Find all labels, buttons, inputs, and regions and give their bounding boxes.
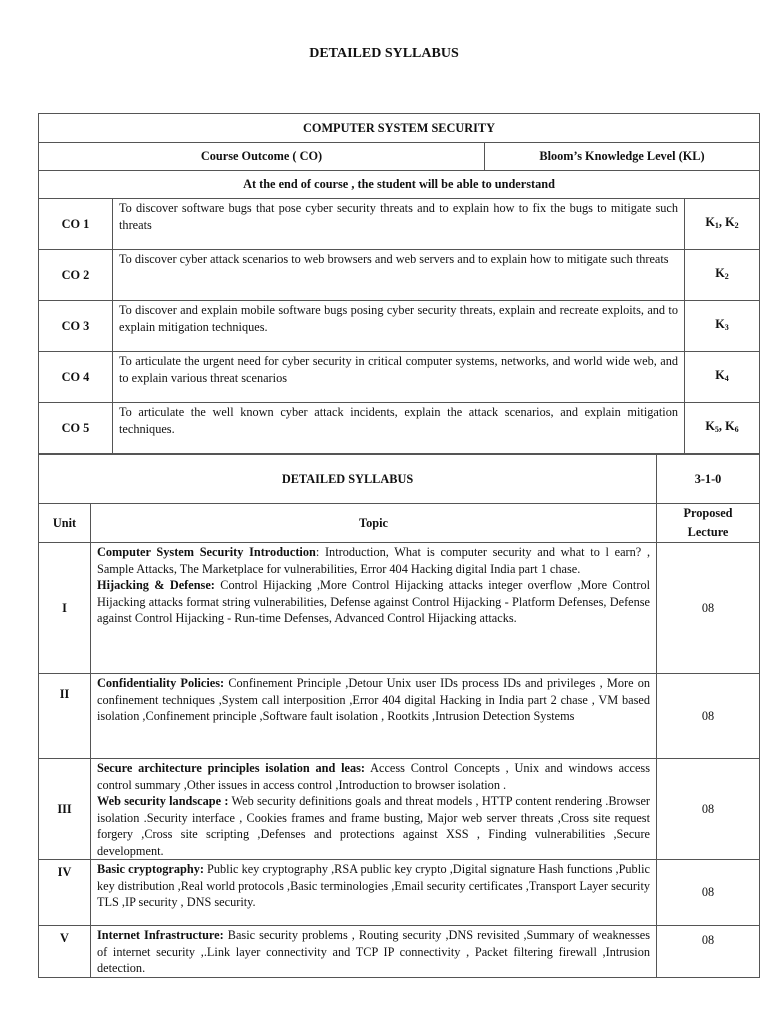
topic-body: Confinement Principle ,Detour Unix user IDs process IDs and privileges , More on confinement techniques ,System call interposition ,Error 404 digital Hacking in India part 2 chase , VM based isolation ,Confinement principle ,Software fault isolation , Rootkits ,Intrusion Detection Systems: [97, 676, 651, 723]
outcome-row: [39, 250, 760, 301]
kl-level: 6: [734, 424, 739, 434]
outcome-text: To articulate the well known cyber attack incidents, explain the attack scenarios, and explain mitigation techniques.: [113, 403, 685, 454]
lecture-count: 08: [657, 543, 760, 674]
col-header-bloom: Bloom’s Knowledge Level (KL): [485, 143, 760, 171]
unit-topic: [91, 674, 657, 759]
kl-level: 2: [724, 271, 729, 281]
lecture-count: 08: [657, 926, 760, 978]
outcome-text: To articulate the urgent need for cyber security in critical computer systems, networks, and world wide web, and to explain various threat scenarios: [113, 352, 685, 403]
kl-level: 5: [714, 424, 719, 434]
outcome-code: CO 5: [39, 403, 113, 454]
course-outcome-table: [38, 113, 760, 454]
syllabus-title: DETAILED SYLLABUS: [39, 455, 657, 504]
topic-paragraph: [97, 927, 650, 977]
topic-paragraph: [97, 760, 650, 793]
knowledge-level: [685, 352, 760, 403]
topic-paragraph: [97, 577, 650, 627]
topic-body: : Introduction, What is computer security and what to l earn? , Sample Attacks, The Marketplace for vulnerabilities, Error 404 Hacking digital India part 1 chase.: [97, 545, 651, 576]
kl-level: 3: [724, 322, 729, 332]
kl-letter: , K: [718, 214, 735, 229]
unit-number: II: [39, 674, 91, 759]
topic-body: Public key cryptography ,RSA public key crypto ,Digital signature Hash functions ,Public key distribution ,Real world protocols ,Basic terminologies ,Email security certificates ,Transport Layer security TLS ,IP security , DNS security.: [97, 862, 651, 909]
topic-paragraph: [97, 675, 650, 725]
col-header-topic: Topic: [91, 504, 657, 543]
kl-letter: K: [705, 418, 715, 433]
kl-level: 4: [724, 373, 729, 383]
unit-number: IV: [39, 860, 91, 926]
unit-row: [39, 543, 760, 674]
unit-number: I: [39, 543, 91, 674]
topic-heading: Computer System Security Introduction: [97, 545, 316, 559]
topic-body: Web security definitions goals and threat models , HTTP content rendering .Browser isolation .Security interface , Cookies frames and frame busting, Major web server threats ,Cross site request forgery ,Cross site scripting ,Defenses and protections against XSS , Finding vulnerabilities ,Secure development.: [97, 794, 651, 858]
kl-level: 1: [714, 220, 719, 230]
page-title: DETAILED SYLLABUS: [309, 46, 459, 61]
topic-heading: Secure architecture principles isolation and leas:: [97, 761, 366, 775]
outcome-text: To discover cyber attack scenarios to web browsers and web servers and to explain how to mitigate such threats: [113, 250, 685, 301]
topic-heading: Internet Infrastructure:: [97, 928, 224, 942]
unit-number: V: [39, 926, 91, 978]
outcome-text: To discover and explain mobile software bugs posing cyber security threats, explain and recreate exploits, and to explain mitigation techniques.: [113, 301, 685, 352]
outcome-code: CO 2: [39, 250, 113, 301]
unit-topic: [91, 759, 657, 860]
topic-body: Control Hijacking ,More Control Hijacking attacks integer overflow ,More Control Hijacking attacks format string vulnerabilities, Defense against Control Hijacking - Platform Defenses, Defense against Control Hijacking - Run-time Defenses, Advanced Control Hijacking attacks.: [97, 578, 651, 625]
knowledge-level: [685, 199, 760, 250]
topic-paragraph: [97, 793, 650, 859]
kl-letter: , K: [718, 418, 735, 433]
unit-row: [39, 759, 760, 860]
topic-paragraph: [97, 544, 650, 577]
unit-row: [39, 860, 760, 926]
unit-row: [39, 926, 760, 978]
outcome-code: CO 1: [39, 199, 113, 250]
unit-row: [39, 674, 760, 759]
topic-body: Access Control Concepts , Unix and windows access control summary ,Other issues in access control ,Introduction to browser isolation .: [97, 761, 651, 792]
unit-topic: [91, 926, 657, 978]
col-header-lecture: [657, 504, 760, 543]
col-header-lecture-line2: Lecture: [687, 525, 729, 539]
kl-letter: K: [705, 214, 715, 229]
topic-heading: Web security landscape :: [97, 794, 229, 808]
lecture-count: 08: [657, 860, 760, 926]
kl-letter: K: [715, 265, 725, 280]
syllabus-table: [38, 454, 760, 978]
col-header-lecture-line1: Proposed: [683, 506, 733, 520]
unit-topic: [91, 860, 657, 926]
col-header-outcome: Course Outcome ( CO): [39, 143, 485, 171]
outcome-row: [39, 199, 760, 250]
knowledge-level: [685, 403, 760, 454]
topic-heading: Hijacking & Defense:: [97, 578, 215, 592]
col-header-unit: Unit: [39, 504, 91, 543]
kl-letter: K: [715, 367, 725, 382]
outcome-row: [39, 301, 760, 352]
topic-body: Basic security problems , Routing security ,DNS revisited ,Summary of weaknesses of internet security ,.Link layer connectivity and TCP IP connectivity , Packet filtering firewall ,Intrusion detection.: [97, 928, 651, 975]
outcome-row: [39, 352, 760, 403]
outcome-code: CO 3: [39, 301, 113, 352]
unit-number: III: [39, 759, 91, 860]
outcome-text: To discover software bugs that pose cyber security threats and to explain how to fix the bugs to mitigate such threats: [113, 199, 685, 250]
topic-heading: Basic cryptography:: [97, 862, 204, 876]
knowledge-level: [685, 250, 760, 301]
outcome-intro: At the end of course , the student will be able to understand: [39, 171, 760, 199]
lecture-count: 08: [657, 674, 760, 759]
course-title: COMPUTER SYSTEM SECURITY: [39, 114, 760, 143]
ltp-value: 3-1-0: [657, 455, 760, 504]
lecture-count: 08: [657, 759, 760, 860]
outcome-row: [39, 403, 760, 454]
topic-paragraph: [97, 861, 650, 911]
kl-level: 2: [734, 220, 739, 230]
knowledge-level: [685, 301, 760, 352]
unit-topic: [91, 543, 657, 674]
topic-heading: Confidentiality Policies:: [97, 676, 225, 690]
kl-letter: K: [715, 316, 725, 331]
outcome-code: CO 4: [39, 352, 113, 403]
